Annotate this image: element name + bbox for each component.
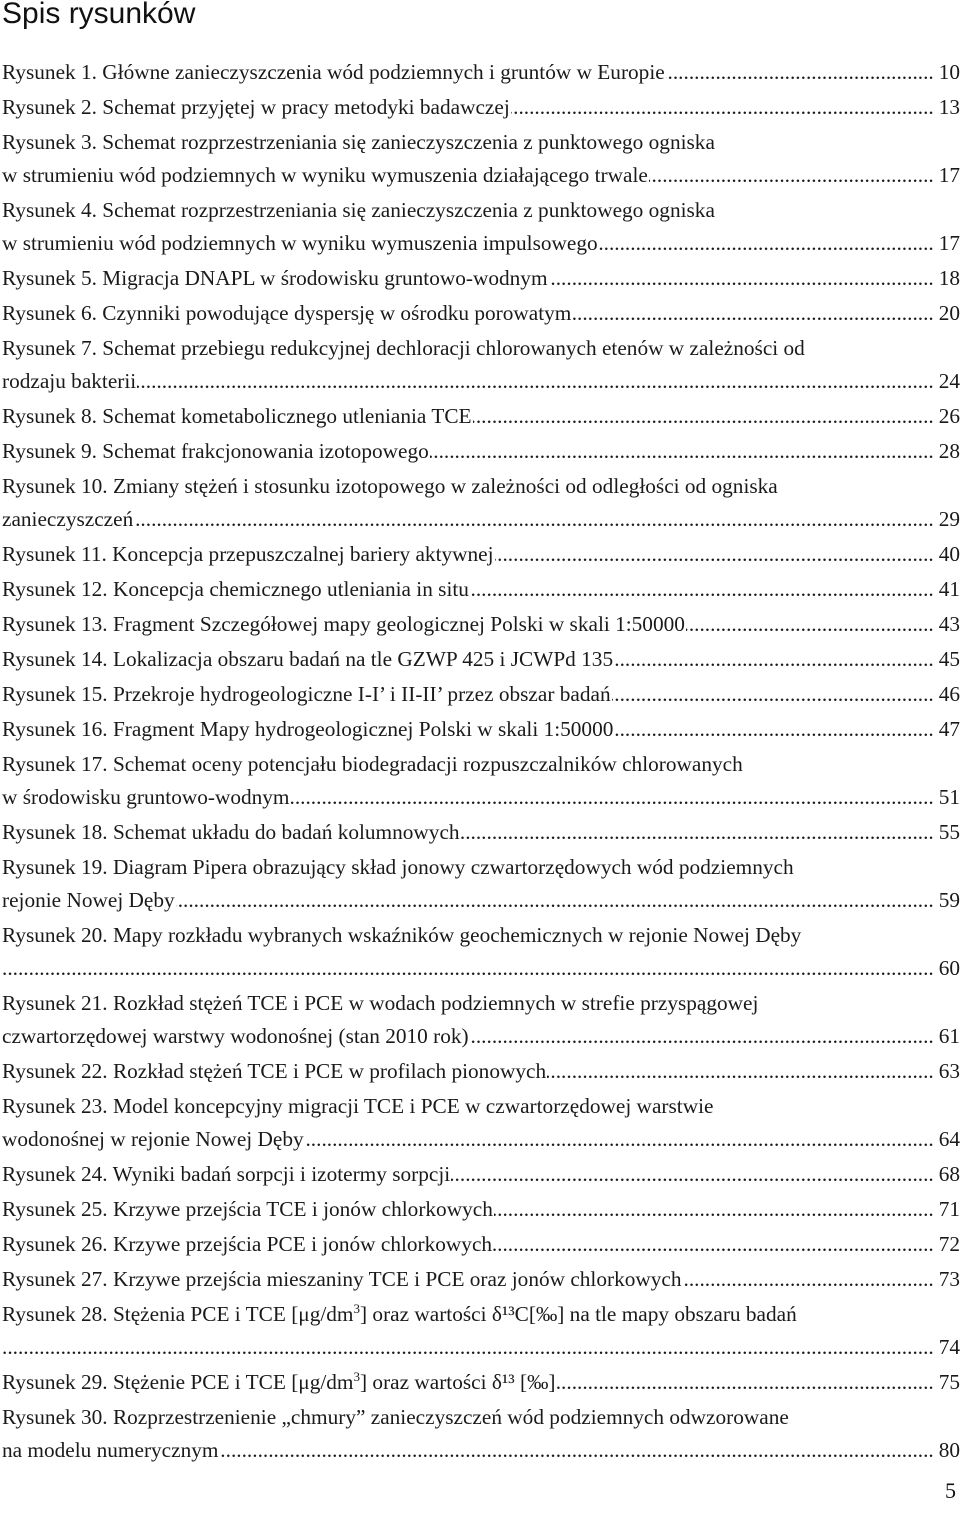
toc-entry-text-line2: w strumieniu wód podziemnych w wyniku wymuszenia impulsowego (2, 231, 598, 255)
toc-entry-page: 75 (934, 1366, 960, 1399)
toc-entry-page: 72 (934, 1228, 960, 1261)
toc-entry-text-line2 (2, 956, 3, 980)
toc-entry-page: 59 (934, 884, 960, 917)
toc-entry-page: 18 (934, 262, 960, 295)
toc-entry-8[interactable] (2, 400, 960, 433)
toc-entry-page: 24 (934, 365, 960, 398)
toc-entry-page: 17 (934, 227, 960, 260)
page-number: 5 (945, 1478, 956, 1503)
toc-entry-text: Rysunek 12. Koncepcja chemicznego utleniania in situ (2, 577, 469, 601)
toc-entry-text-line1: Rysunek 30. Rozprzestrzenienie „chmury” zanieczyszczeń wód podziemnych odwzorowane (2, 1405, 789, 1429)
toc-entry-23[interactable] (2, 1090, 960, 1156)
toc-entry-text: Rysunek 24. Wyniki badań sorpcji i izotermy sorpcji (2, 1162, 451, 1186)
toc-entry-29[interactable] (2, 1366, 960, 1399)
toc-entry-text-line2: w środowisku gruntowo-wodnym (2, 785, 290, 809)
toc-entry-text (2, 1370, 556, 1394)
toc-entry-text: Rysunek 22. Rozkład stężeń TCE i PCE w profilach pionowych (2, 1059, 547, 1083)
toc-entry-text-line2: rejonie Nowej Dęby (2, 888, 175, 912)
toc-entry-text: Rysunek 25. Krzywe przejścia TCE i jonów chlorkowych (2, 1197, 493, 1221)
toc-entry-page: 74 (934, 1331, 960, 1364)
toc-entry-18[interactable] (2, 816, 960, 849)
toc-entry-text: Rysunek 1. Główne zanieczyszczenia wód podziemnych i gruntów w Europie (2, 60, 665, 84)
toc-entry-text-line2: rodzaju bakterii (2, 369, 137, 393)
toc-entry-page: 17 (934, 159, 960, 192)
toc-entry-text-part: Rysunek 28. Stężenia PCE i TCE [μg/dm (2, 1302, 354, 1326)
toc-entry-13[interactable] (2, 608, 960, 641)
toc-entry-page: 47 (934, 713, 960, 746)
toc-entry-text: Rysunek 2. Schemat przyjętej w pracy metodyki badawczej (2, 95, 510, 119)
toc-entry-page: 20 (934, 297, 960, 330)
toc-entry-15[interactable] (2, 678, 960, 711)
toc-entry-text-line2: na modelu numerycznym (2, 1438, 219, 1462)
toc-entry-text-part: Rysunek 29. Stężenie PCE i TCE [μg/dm (2, 1370, 354, 1394)
toc-entry-text-line2 (2, 1335, 3, 1359)
toc-entry-text: Rysunek 11. Koncepcja przepuszczalnej bariery aktywnej (2, 542, 494, 566)
toc-entry-page: 45 (934, 643, 960, 676)
toc-entry-1[interactable] (2, 56, 960, 89)
toc-entry-text-line1: Rysunek 10. Zmiany stężeń i stosunku izotopowego w zależności od odległości od ogniska (2, 474, 778, 498)
toc-entry-28[interactable] (2, 1298, 960, 1364)
toc-entry-text-part: ] oraz wartości δ¹³C[‰] na tle mapy obszaru badań (360, 1302, 797, 1326)
toc-entry-text-part: ] oraz wartości δ¹³ [‰] (360, 1370, 556, 1394)
toc-entry-3[interactable] (2, 126, 960, 192)
toc-entry-5[interactable] (2, 262, 960, 295)
toc-entry-17[interactable] (2, 748, 960, 814)
toc-entry-19[interactable] (2, 851, 960, 917)
toc-entry-page: 13 (934, 91, 960, 124)
toc-entry-9[interactable] (2, 435, 960, 468)
toc-entry-text: Rysunek 9. Schemat frakcjonowania izotopowego (2, 439, 429, 463)
toc-entry-page: 43 (934, 608, 960, 641)
toc-entry-text: Rysunek 15. Przekroje hydrogeologiczne I-I’ i II-II’ przez obszar badań (2, 682, 611, 706)
toc-entry-text: Rysunek 16. Fragment Mapy hydrogeologicznej Polski w skali 1:50000 (2, 717, 614, 741)
toc-entry-11[interactable] (2, 538, 960, 571)
toc-entry-page: 51 (934, 781, 960, 814)
toc-entry-text-line2: czwartorzędowej warstwy wodonośnej (stan 2010 rok) (2, 1024, 469, 1048)
list-of-figures (2, 56, 960, 1469)
toc-entry-22[interactable] (2, 1055, 960, 1088)
toc-entry-30[interactable] (2, 1401, 960, 1467)
toc-entry-text-line1: Rysunek 21. Rozkład stężeń TCE i PCE w wodach podziemnych w strefie przyspągowej (2, 991, 759, 1015)
toc-entry-page: 26 (934, 400, 960, 433)
toc-entry-page: 28 (934, 435, 960, 468)
toc-entry-text: Rysunek 5. Migracja DNAPL w środowisku gruntowo-wodnym (2, 266, 548, 290)
toc-entry-text-line1: Rysunek 20. Mapy rozkładu wybranych wskaźników geochemicznych w rejonie Nowej Dęby (2, 923, 802, 947)
toc-entry-text-line1 (2, 1298, 960, 1331)
toc-entry-page: 68 (934, 1158, 960, 1191)
toc-entry-7[interactable] (2, 332, 960, 398)
toc-entry-page: 71 (934, 1193, 960, 1226)
toc-entry-page: 60 (934, 952, 960, 985)
toc-entry-text-line1: Rysunek 3. Schemat rozprzestrzeniania się zanieczyszczenia z punktowego ogniska (2, 130, 715, 154)
toc-entry-16[interactable] (2, 713, 960, 746)
toc-entry-24[interactable] (2, 1158, 960, 1191)
toc-entry-text: Rysunek 27. Krzywe przejścia mieszaniny TCE i PCE oraz jonów chlorkowych (2, 1267, 682, 1291)
toc-entry-25[interactable] (2, 1193, 960, 1226)
toc-entry-text-line1: Rysunek 7. Schemat przebiegu redukcyjnej dechloracji chlorowanych etenów w zależności od (2, 336, 805, 360)
toc-entry-14[interactable] (2, 643, 960, 676)
superscript: 3 (353, 1301, 360, 1316)
toc-entry-page: 80 (934, 1434, 960, 1467)
toc-entry-text: Rysunek 8. Schemat kometabolicznego utleniania TCE (2, 404, 472, 428)
toc-entry-20[interactable] (2, 919, 960, 985)
toc-entry-page: 29 (934, 503, 960, 536)
toc-entry-10[interactable] (2, 470, 960, 536)
toc-entry-4[interactable] (2, 194, 960, 260)
toc-entry-26[interactable] (2, 1228, 960, 1261)
toc-entry-page: 10 (934, 56, 960, 89)
toc-entry-page: 41 (934, 573, 960, 606)
toc-entry-page: 40 (934, 538, 960, 571)
toc-entry-text: Rysunek 26. Krzywe przejścia PCE i jonów chlorkowych (2, 1232, 493, 1256)
toc-entry-text: Rysunek 13. Fragment Szczegółowej mapy geologicznej Polski w skali 1:50000 (2, 612, 685, 636)
superscript: 3 (353, 1369, 360, 1384)
page-title: Spis rysunków (2, 0, 196, 30)
toc-entry-21[interactable] (2, 987, 960, 1053)
toc-entry-text: Rysunek 14. Lokalizacja obszaru badań na tle GZWP 425 i JCWPd 135 (2, 647, 614, 671)
toc-entry-text-line2: zanieczyszczeń (2, 507, 134, 531)
toc-entry-12[interactable] (2, 573, 960, 606)
toc-entry-text: Rysunek 18. Schemat układu do badań kolumnowych (2, 820, 460, 844)
toc-entry-text-line2: w strumieniu wód podziemnych w wyniku wymuszenia działającego trwale (2, 163, 648, 187)
toc-entry-6[interactable] (2, 297, 960, 330)
toc-entry-page: 63 (934, 1055, 960, 1088)
toc-entry-2[interactable] (2, 91, 960, 124)
toc-entry-text-line2: wodonośnej w rejonie Nowej Dęby (2, 1127, 304, 1151)
toc-entry-text-line1: Rysunek 17. Schemat oceny potencjału biodegradacji rozpuszczalników chlorowanych (2, 752, 743, 776)
toc-entry-text-line1: Rysunek 4. Schemat rozprzestrzeniania się zanieczyszczenia z punktowego ogniska (2, 198, 715, 222)
toc-entry-page: 64 (934, 1123, 960, 1156)
toc-entry-page: 55 (934, 816, 960, 849)
toc-entry-text-line1: Rysunek 19. Diagram Pipera obrazujący skład jonowy czwartorzędowych wód podziemnych (2, 855, 794, 879)
toc-entry-page: 73 (934, 1263, 960, 1296)
toc-entry-page: 61 (934, 1020, 960, 1053)
toc-entry-27[interactable] (2, 1263, 960, 1296)
toc-entry-page: 46 (934, 678, 960, 711)
toc-entry-text-line1: Rysunek 23. Model koncepcyjny migracji TCE i PCE w czwartorzędowej warstwie (2, 1094, 714, 1118)
toc-entry-text: Rysunek 6. Czynniki powodujące dyspersję w ośrodku porowatym (2, 301, 572, 325)
